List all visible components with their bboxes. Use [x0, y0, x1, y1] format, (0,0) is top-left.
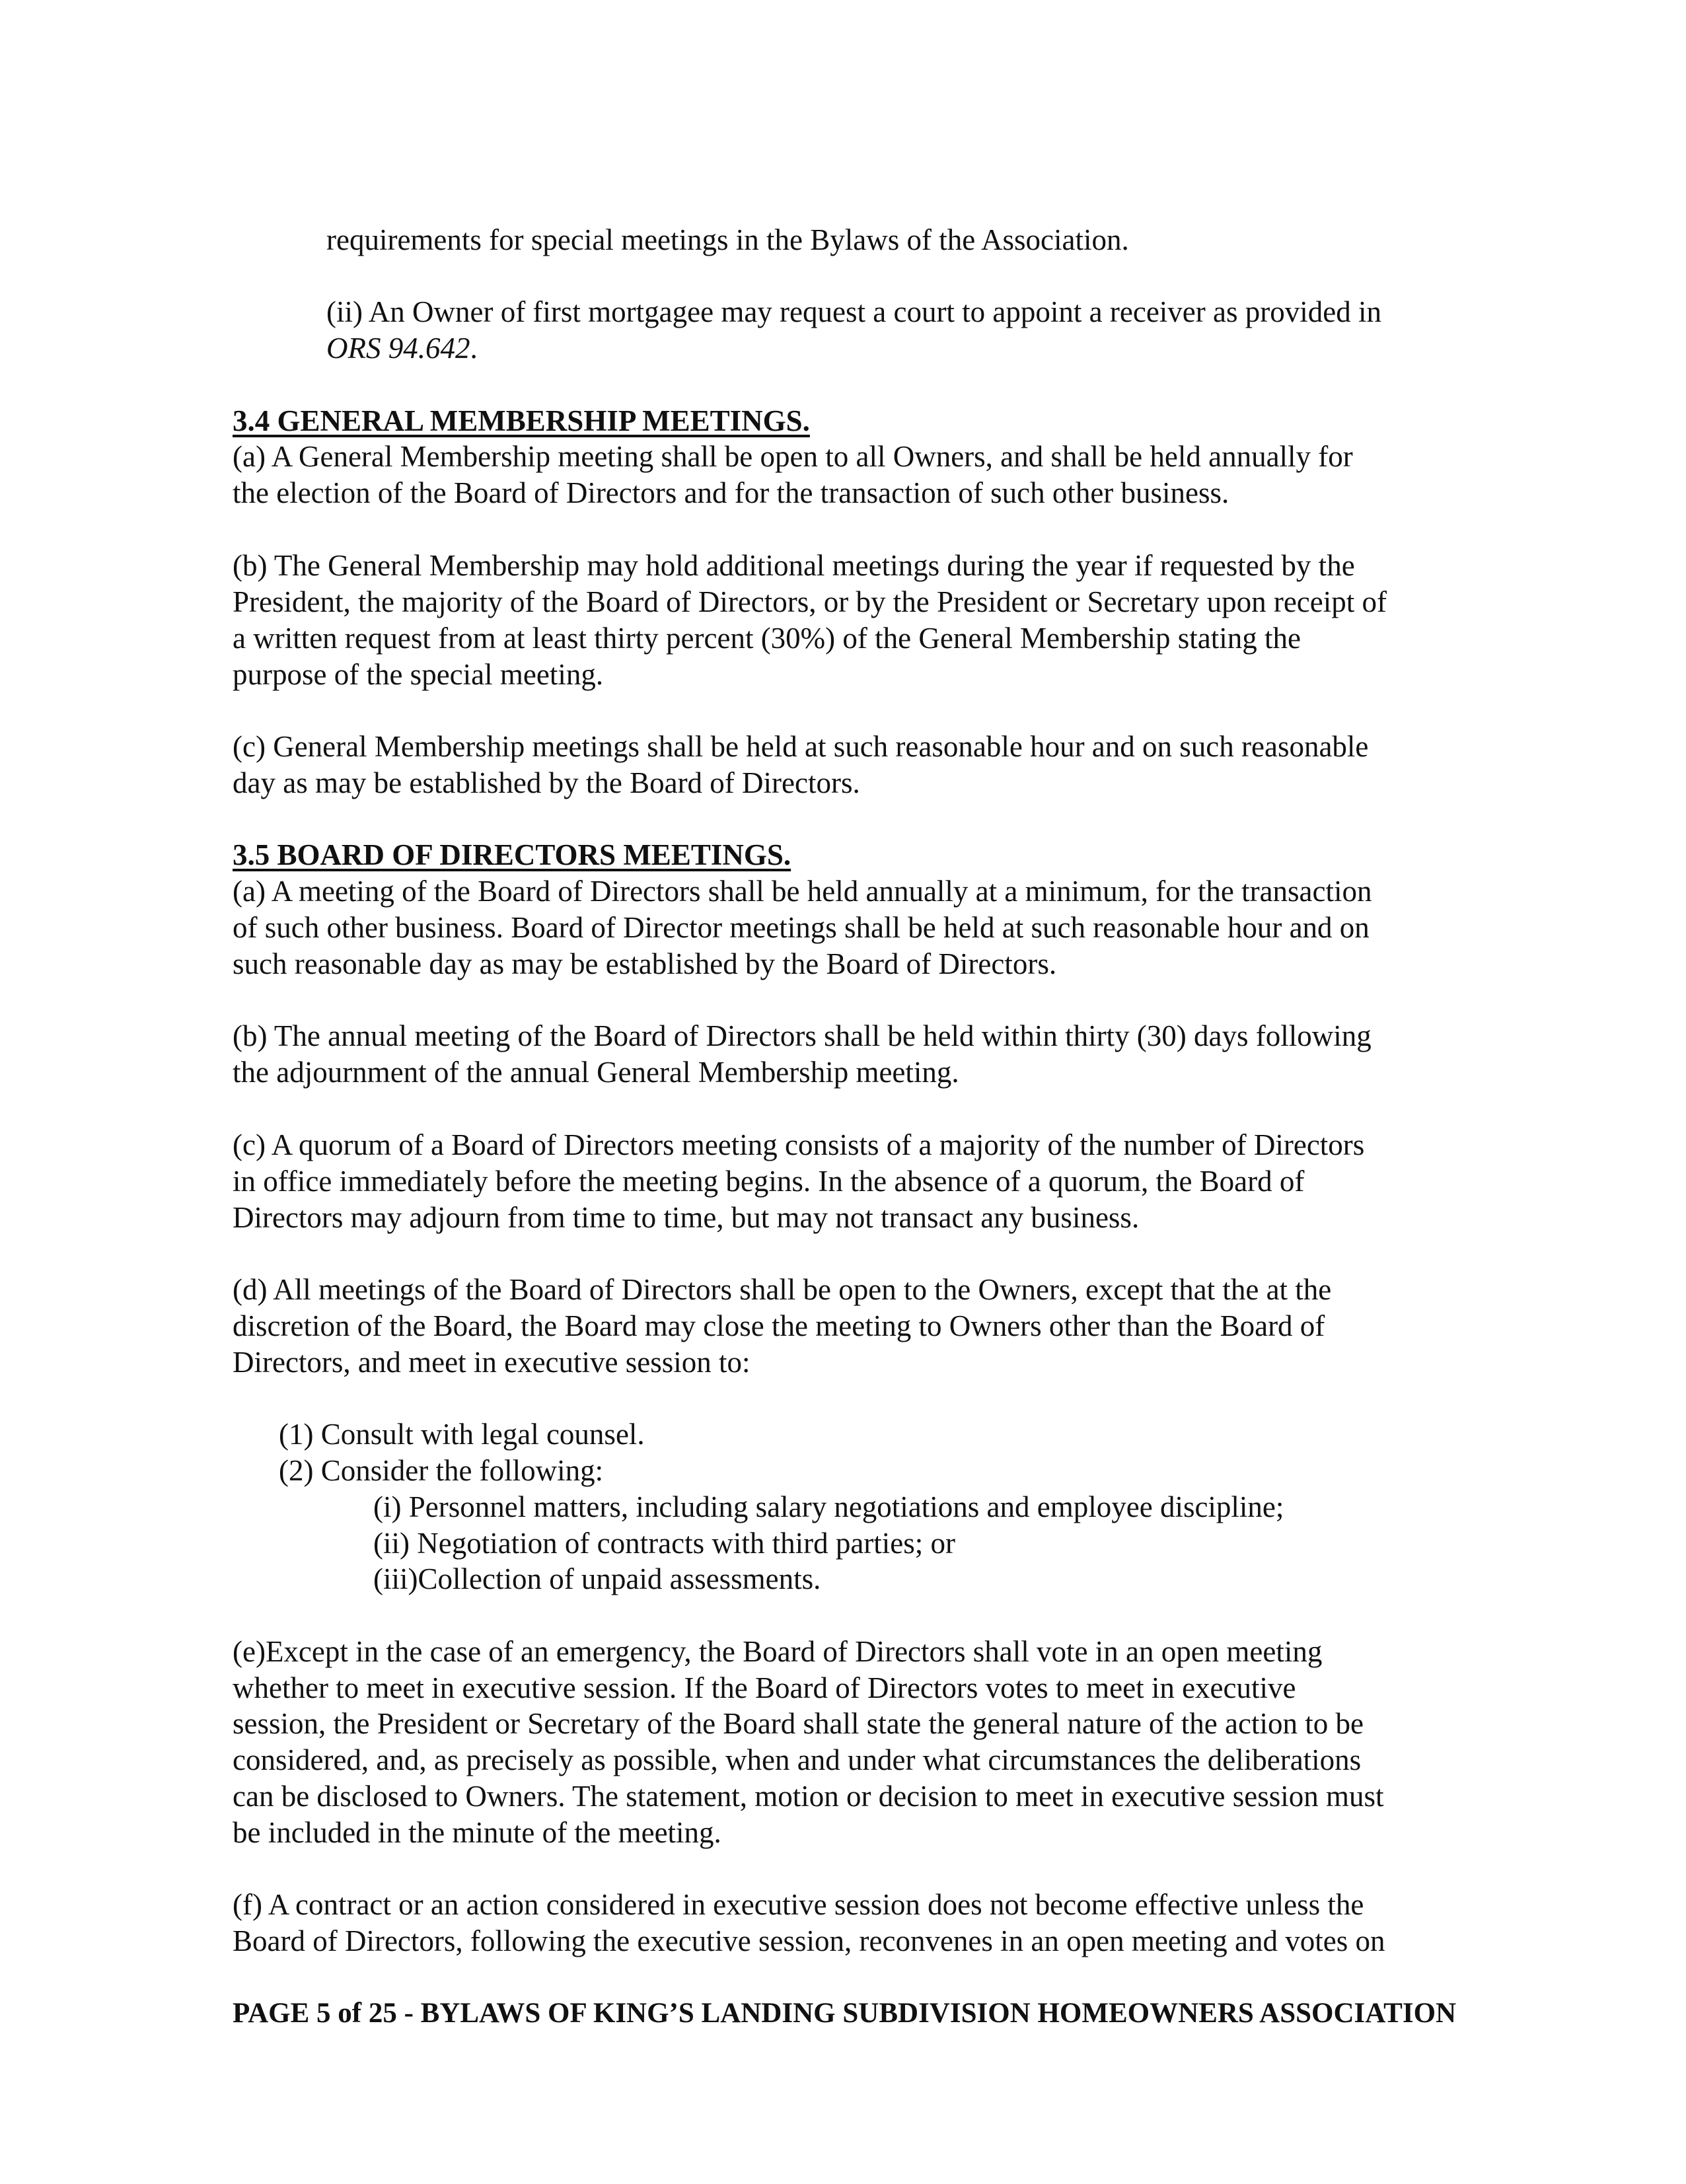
text-line: Board of Directors, following the executive session, reconvenes in an open meeting and votes on: [233, 1924, 1385, 1957]
text-line: the adjournment of the annual General Membership meeting.: [233, 1056, 959, 1089]
section-heading-3-5: 3.5 BOARD OF DIRECTORS MEETINGS.: [233, 838, 791, 871]
text-line: of such other business. Board of Director meetings shall be held at such reasonable hour and on: [233, 911, 1370, 944]
list-item: (ii) Negotiation of contracts with third parties; or: [373, 1527, 956, 1560]
text-line: (ii) An Owner of first mortgagee may request a court to appoint a receiver as provided in: [326, 295, 1381, 328]
text-line: (d) All meetings of the Board of Directors shall be open to the Owners, except that the at the: [233, 1273, 1332, 1306]
text-line: can be disclosed to Owners. The statement, motion or decision to meet in executive session must: [233, 1780, 1384, 1813]
text-line: (b) The General Membership may hold additional meetings during the year if requested by the: [233, 549, 1355, 582]
text-line: Directors may adjourn from time to time, but may not transact any business.: [233, 1201, 1140, 1234]
text-line: (f) A contract or an action considered in executive session does not become effective unless the: [233, 1888, 1364, 1921]
statute-citation: ORS 94.642: [326, 332, 470, 365]
page-footer: PAGE 5 of 25 - BYLAWS OF KING’S LANDING SUBDIVISION HOMEOWNERS ASSOCIATION: [233, 1998, 1457, 2029]
list-item: (1) Consult with legal counsel.: [279, 1418, 645, 1451]
text-line: (a) A General Membership meeting shall be open to all Owners, and shall be held annually for: [233, 440, 1353, 473]
text-line: such reasonable day as may be established by the Board of Directors.: [233, 947, 1057, 980]
text-line: requirements for special meetings in the Bylaws of the Association.: [326, 223, 1129, 256]
text-line: President, the majority of the Board of Directors, or by the President or Secretary upon receipt of: [233, 585, 1387, 618]
list-item: (iii)Collection of unpaid assessments.: [373, 1562, 821, 1595]
text-line: in office immediately before the meeting begins. In the absence of a quorum, the Board of: [233, 1165, 1305, 1198]
text-line: (c) A quorum of a Board of Directors meeting consists of a majority of the number of Directors: [233, 1128, 1365, 1161]
list-item: (i) Personnel matters, including salary negotiations and employee discipline;: [373, 1490, 1284, 1523]
text-line: day as may be established by the Board of Directors.: [233, 766, 860, 799]
text-line: discretion of the Board, the Board may close the meeting to Owners other than the Board of: [233, 1309, 1325, 1342]
text-line: (b) The annual meeting of the Board of Directors shall be held within thirty (30) days following: [233, 1019, 1372, 1052]
text-line: [326, 330, 478, 367]
text-line: the election of the Board of Directors and for the transaction of such other business.: [233, 476, 1229, 509]
text-line: Directors, and meet in executive session to:: [233, 1346, 751, 1379]
text-line: considered, and, as precisely as possible, when and under what circumstances the deliberations: [233, 1743, 1362, 1776]
list-item: (2) Consider the following:: [279, 1454, 604, 1487]
text-line: (c) General Membership meetings shall be held at such reasonable hour and on such reasonable: [233, 730, 1369, 763]
section-heading-3-4: 3.4 GENERAL MEMBERSHIP MEETINGS.: [233, 404, 810, 437]
text-line: (a) A meeting of the Board of Directors shall be held annually at a minimum, for the transaction: [233, 875, 1372, 908]
text-line: whether to meet in executive session. If the Board of Directors votes to meet in executive: [233, 1671, 1296, 1704]
text-line: (e)Except in the case of an emergency, the Board of Directors shall vote in an open meeting: [233, 1635, 1323, 1668]
text-line: a written request from at least thirty percent (30%) of the General Membership stating the: [233, 622, 1301, 655]
text-line: purpose of the special meeting.: [233, 658, 604, 691]
text-line: session, the President or Secretary of the Board shall state the general nature of the action to be: [233, 1707, 1364, 1740]
text-period: .: [470, 332, 478, 365]
text-line: be included in the minute of the meeting.: [233, 1816, 721, 1849]
